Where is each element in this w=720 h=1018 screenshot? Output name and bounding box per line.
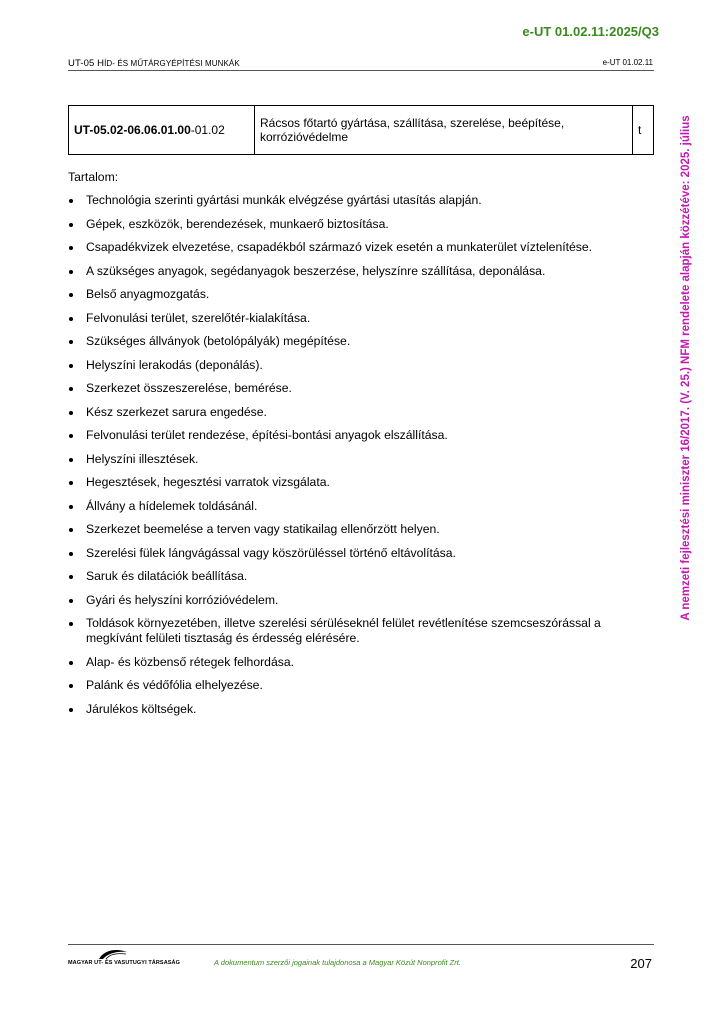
section-smallcaps: ÍD — [104, 59, 113, 68]
list-item — [68, 616, 648, 646]
list-item — [68, 311, 648, 326]
list-item — [68, 428, 648, 443]
bullet-icon — [69, 317, 73, 321]
list-item — [68, 475, 648, 490]
list-item-text: Szerkezet beemelése a terven vagy statikailag ellenőrzött helyen. — [86, 522, 440, 536]
bullet-icon — [69, 199, 73, 203]
section-title — [68, 58, 240, 69]
list-item — [68, 334, 648, 349]
list-item — [68, 655, 648, 670]
list-item-text: Szükséges állványok (betolópályák) megépítése. — [86, 334, 351, 348]
document-reference: e-UT 01.02.11 — [602, 58, 653, 67]
bullet-icon — [69, 622, 73, 626]
bullet-icon — [69, 458, 73, 462]
list-item-text: Helyszíni illesztések. — [86, 451, 199, 466]
bullet-icon — [69, 599, 73, 603]
item-unit: t — [633, 106, 654, 155]
list-item-text: Technológia szerinti gyártási munkák elvégzése gyártási utasítás alapján. — [86, 193, 482, 207]
road-arc-icon — [98, 948, 128, 960]
list-item — [68, 217, 648, 232]
bullet-icon — [69, 481, 73, 485]
list-item-text: Hegesztések, hegesztési varratok vizsgálata. — [86, 475, 330, 489]
list-item-text: Gépek, eszközök, berendezések, munkaerő biztosítása. — [86, 216, 389, 231]
list-item — [68, 287, 648, 302]
bullet-icon — [69, 708, 73, 712]
bullet-icon — [69, 434, 73, 438]
list-item — [68, 452, 648, 467]
list-item — [68, 240, 648, 255]
society-logo — [68, 948, 180, 970]
list-item — [68, 405, 648, 420]
list-item — [68, 499, 648, 514]
list-item — [68, 264, 648, 279]
list-item-text: Alap- és közbenső rétegek felhordása. — [86, 654, 294, 669]
list-item-text: Gyári és helyszíni korrózióvédelem. — [86, 592, 279, 607]
bullet-icon — [69, 505, 73, 509]
list-item-text: Helyszíni lerakodás (deponálás). — [86, 357, 263, 372]
logo-text: MAGYAR UT- ÉS VASUTUGYI TÁRSASÁG — [68, 960, 180, 966]
list-item — [68, 193, 648, 208]
list-item — [68, 358, 648, 373]
list-item-text: Saruk és dilatációk beállítása. — [86, 569, 248, 583]
bullet-icon — [69, 270, 73, 274]
item-code-cell — [69, 106, 255, 155]
list-item-text: Szerelési fülek lángvágással vagy köszörüléssel történő eltávolítása. — [86, 545, 456, 560]
list-item-text: Járulékos költségek. — [86, 701, 197, 716]
content-list — [68, 193, 648, 717]
document-code: e-UT 01.02.11:2025/Q3 — [522, 24, 659, 39]
item-code-suffix: -01.02 — [190, 123, 225, 137]
bullet-icon — [69, 293, 73, 297]
section-prefix: UT-05 H — [68, 58, 105, 69]
bullet-icon — [69, 246, 73, 250]
item-code-bold: UT-05.02-06.06.01.00 — [74, 123, 191, 137]
bullet-icon — [69, 340, 73, 344]
bullet-icon — [69, 575, 73, 579]
item-description: Rácsos főtartó gyártása, szállítása, szerelése, beépítése, korrózióvédelme — [255, 106, 633, 155]
header-divider — [68, 70, 654, 71]
bullet-icon — [69, 411, 73, 415]
list-item — [68, 546, 648, 561]
bullet-icon — [69, 684, 73, 688]
list-item-text: Állvány a hídelemek toldásánál. — [86, 498, 258, 513]
item-table — [68, 105, 654, 155]
bullet-icon — [69, 552, 73, 556]
content-intro: Tartalom: — [68, 170, 119, 184]
list-item-text: Kész szerkezet sarura engedése. — [86, 404, 267, 419]
copyright-note: A dokumentum szerzői jogainak tulajdonosa a Magyar Közút Nonprofit Zrt. — [214, 958, 461, 967]
list-item-text: Toldások környezetében, illetve szerelési sérüléseknél felület revétlenítése szemcseszórással a megkívánt felületi tisztaság és érdesség elérésére. — [86, 616, 601, 645]
footer-divider — [68, 944, 654, 945]
bullet-icon — [69, 223, 73, 227]
bullet-icon — [69, 387, 73, 391]
bullet-icon — [69, 364, 73, 368]
list-item — [68, 702, 648, 717]
list-item-text: A szükséges anyagok, segédanyagok beszerzése, helyszínre szállítása, deponálása. — [86, 263, 546, 278]
list-item — [68, 569, 648, 584]
item-row — [69, 106, 654, 155]
list-item-text: Szerkezet összeszerelése, bemérése. — [86, 381, 292, 395]
list-item-text: Felvonulási terület, szerelőtér-kialakítása. — [86, 310, 311, 325]
list-item-text: Felvonulási terület rendezése, építési-bontási anyagok elszállítása. — [86, 428, 448, 442]
section-rest: - ÉS MŰTÁRGYÉPÍTÉSI MUNKÁK — [112, 59, 240, 68]
list-item — [68, 678, 648, 693]
content-section — [68, 170, 648, 725]
side-note-text: A nemzeti fejlesztési miniszter 16/2017. (V. 25.) NFM rendelete alapján közzétéve: 2025. július — [680, 115, 692, 621]
list-item — [68, 381, 648, 396]
list-item — [68, 522, 648, 537]
bullet-icon — [69, 528, 73, 532]
list-item — [68, 593, 648, 608]
list-item-text: Palánk és védőfólia elhelyezése. — [86, 678, 263, 692]
bullet-icon — [69, 661, 73, 665]
list-item-text: Csapadékvizek elvezetése, csapadékból származó vizek esetén a munkaterület víztelenítése. — [86, 240, 593, 254]
page-number: 207 — [630, 956, 652, 971]
list-item-text: Belső anyagmozgatás. — [86, 287, 210, 301]
